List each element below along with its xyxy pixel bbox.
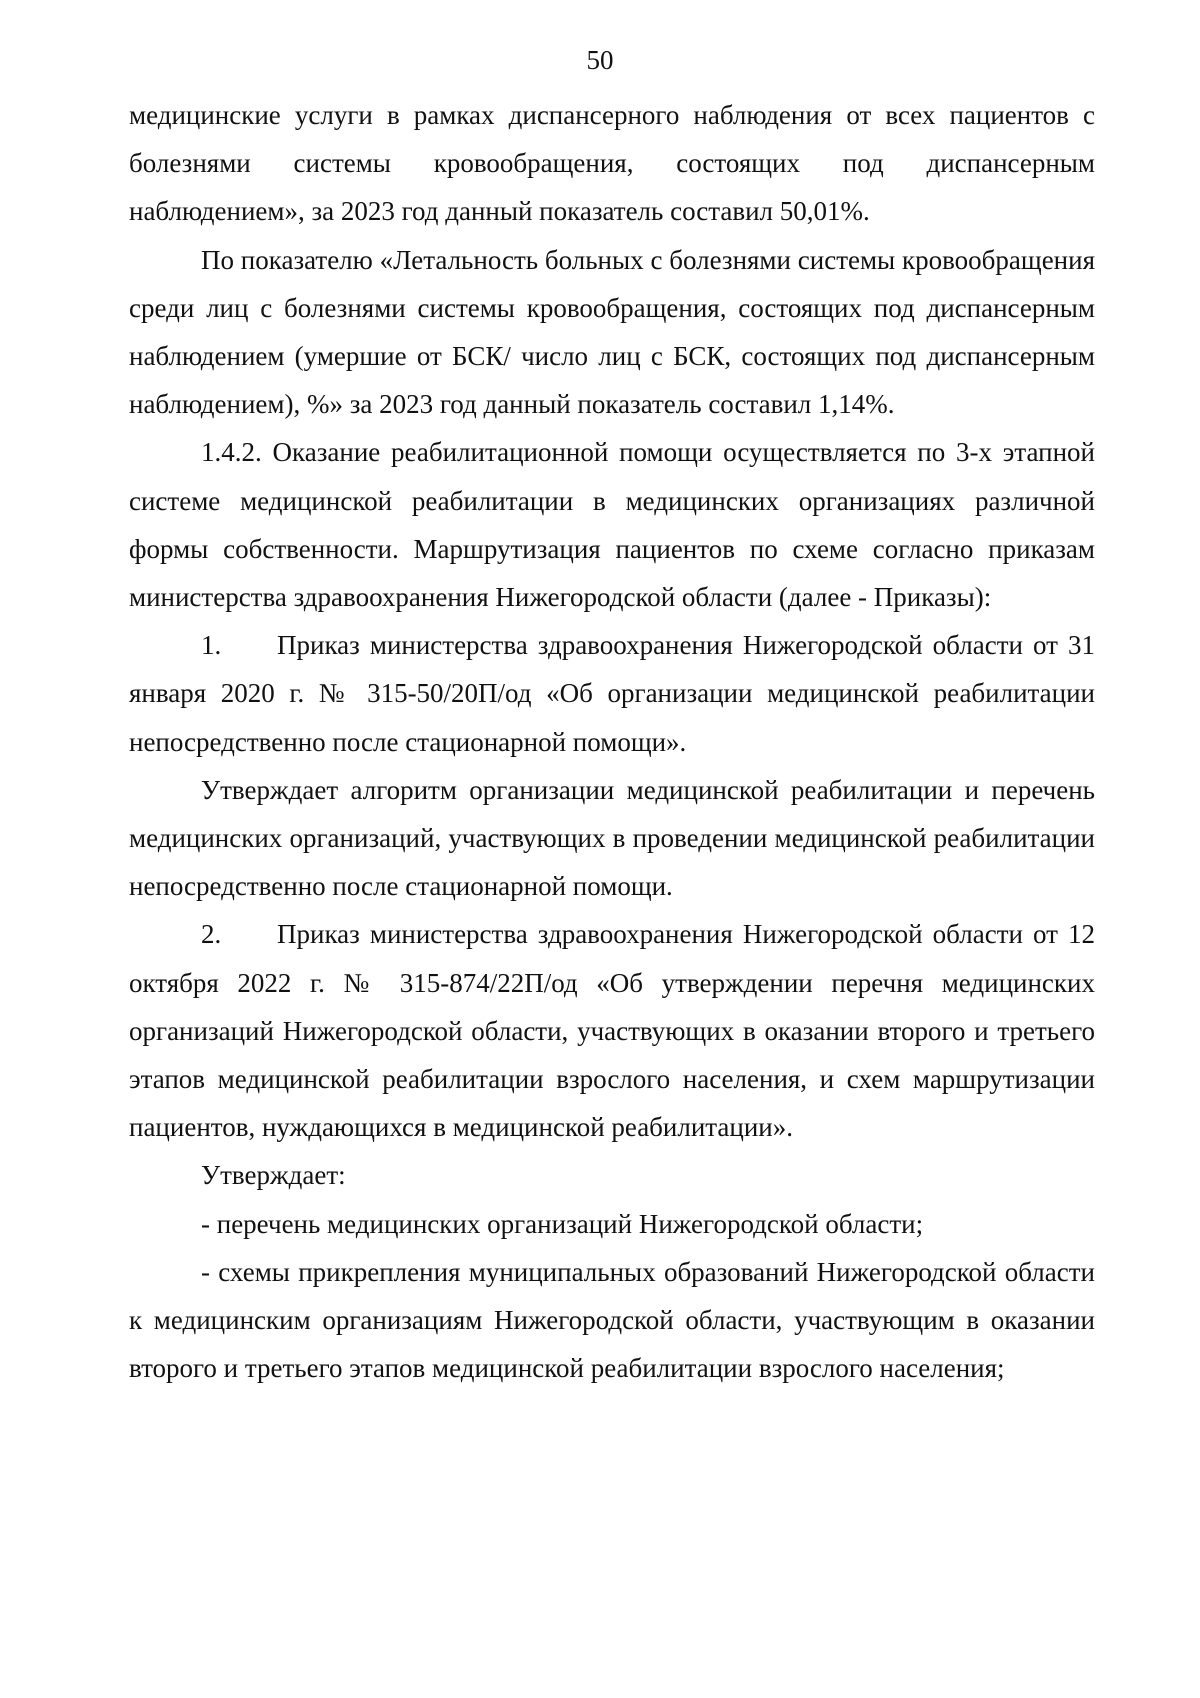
list-item-number: 1. bbox=[201, 630, 222, 661]
list-item-number: 2. bbox=[201, 919, 222, 950]
list-item-text: Приказ министерства здравоохранения Нижегородской области от 12 октября 2022 г. № 315-874/22П/од «Об утверждении перечня медицинских организаций Нижегородской области, участвующих в оказании второго и третьего этапов медицинской реабилитации взрослого населения, и схем маршрутизации пациентов, нуждающихся в медицинской реабилитации». bbox=[129, 919, 1095, 1143]
paragraph-rehabilitation: 1.4.2. Оказание реабилитационной помощи осуществляется по 3-х этапной системе медицинской реабилитации в медицинских организациях различной формы собственности. Маршрутизация пациентов по схеме согласно приказам министерства здравоохранения Нижегородской области (далее - Приказы): bbox=[129, 437, 1095, 613]
bullet-attachment-schemes: - схемы прикрепления муниципальных образований Нижегородской области к медицинским организациям Нижегородской области, участвующим в оказании второго и третьего этапов медицинской реабилитации взрослого населения; bbox=[129, 1256, 1095, 1384]
paragraph-continuation: медицинские услуги в рамках диспансерного наблюдения от всех пациентов с болезнями системы кровообращения, состоящих под диспансерным наблюдением», за 2023 год данный показатель составил 50,01%. bbox=[129, 100, 1095, 227]
paragraph-approves-label: Утверждает: bbox=[201, 1160, 346, 1191]
document-body bbox=[129, 91, 1095, 1392]
paragraph-mortality-indicator: По показателю «Летальность больных с болезнями системы кровообращения среди лиц с болезнями системы кровообращения, состоящих под диспансерным наблюдением (умершие от БСК/ число лиц с БСК, состоящих под диспансерным наблюдением), %» за 2023 год данный показатель составил 1,14%. bbox=[129, 244, 1095, 420]
list-item-order-1 bbox=[129, 621, 1095, 766]
page-number: 50 bbox=[586, 45, 614, 75]
list-item-order-2 bbox=[129, 910, 1095, 1151]
list-item-text: Приказ министерства здравоохранения Нижегородской области от 31 января 2020 г. № 315-50/20П/од «Об организации медицинской реабилитации непосредственно после стационарной помощи». bbox=[129, 630, 1095, 757]
bullet-list-orgs: - перечень медицинских организаций Нижегородской области; bbox=[201, 1208, 924, 1239]
paragraph-order-1-approves: Утверждает алгоритм организации медицинской реабилитации и перечень медицинских организаций, участвующих в проведении медицинской реабилитации непосредственно после стационарной помощи. bbox=[129, 774, 1095, 902]
